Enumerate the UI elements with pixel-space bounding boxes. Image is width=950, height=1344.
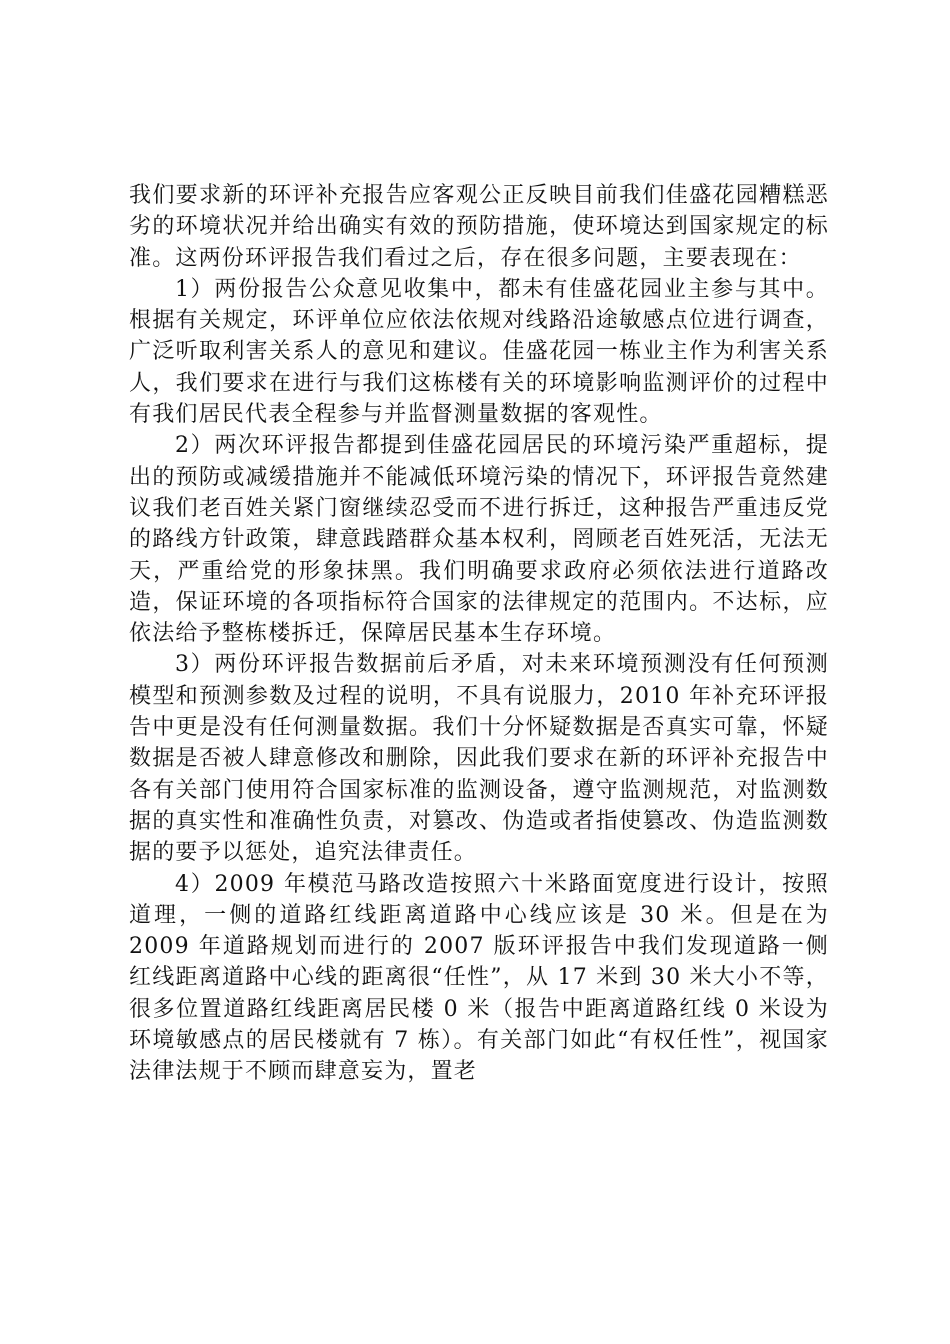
point-3-paragraph: 3）两份环评报告数据前后矛盾，对未来环境预测没有任何预测模型和预测参数及过程的说明，不具有说服力，2010 年补充环评报告中更是没有任何测量数据。我们十分怀疑数据是否真实可靠，怀疑数据是否被人肆意修改和删除，因此我们要求在新的环评补充报告中各有关部门使用符合国家标准的监测设备，遵守监测规范，对监测数据的真实性和准确性负责，对篡改、伪造或者指使篡改、伪造监测数据的要予以惩处，追究法律责任。	[129, 652, 829, 866]
point-2-paragraph: 2）两次环评报告都提到佳盛花园居民的环境污染严重超标，提出的预防或减缓措施并不能减低环境污染的情况下，环评报告竟然建议我们老百姓关紧门窗继续忍受而不进行拆迁，这种报告严重违反党的路线方针政策，肆意践踏群众基本权利，罔顾老百姓死活，无法无天，严重给党的形象抹黑。我们明确要求政府必须依法进行道路改造，保证环境的各项指标符合国家的法律规定的范围内。不达标，应依法给予整栋楼拆迁，保障居民基本生存环境。	[129, 433, 829, 647]
intro-paragraph: 我们要求新的环评补充报告应客观公正反映目前我们佳盛花园糟糕恶劣的环境状况并给出确实有效的预防措施，使环境达到国家规定的标准。这两份环评报告我们看过之后，存在很多问题，主要表现在：	[129, 183, 829, 271]
point-4-paragraph: 4）2009 年模范马路改造按照六十米路面宽度进行设计，按照道理，一侧的道路红线距离道路中心线应该是 30 米。但是在为 2009 年道路规划而进行的 2007 版环评报告中我们发现道路一侧红线距离道路中心线的距离很“任性”，从 17 米到 30 米大小不等，很多位置道路红线距离居民楼 0 米（报告中距离道路红线 0 米设为环境敏感点的居民楼就有 7 栋）。有关部门如此“有权任性”，视国家法律法规于不顾而肆意妄为，置老	[129, 871, 829, 1085]
point-1-paragraph: 1）两份报告公众意见收集中，都未有佳盛花园业主参与其中。根据有关规定，环评单位应依法依规对线路沿途敏感点位进行调查，广泛听取利害关系人的意见和建议。佳盛花园一栋业主作为利害关系人，我们要求在进行与我们这栋楼有关的环境影响监测评价的过程中有我们居民代表全程参与并监督测量数据的客观性。	[129, 276, 829, 428]
document-body	[129, 180, 829, 1088]
